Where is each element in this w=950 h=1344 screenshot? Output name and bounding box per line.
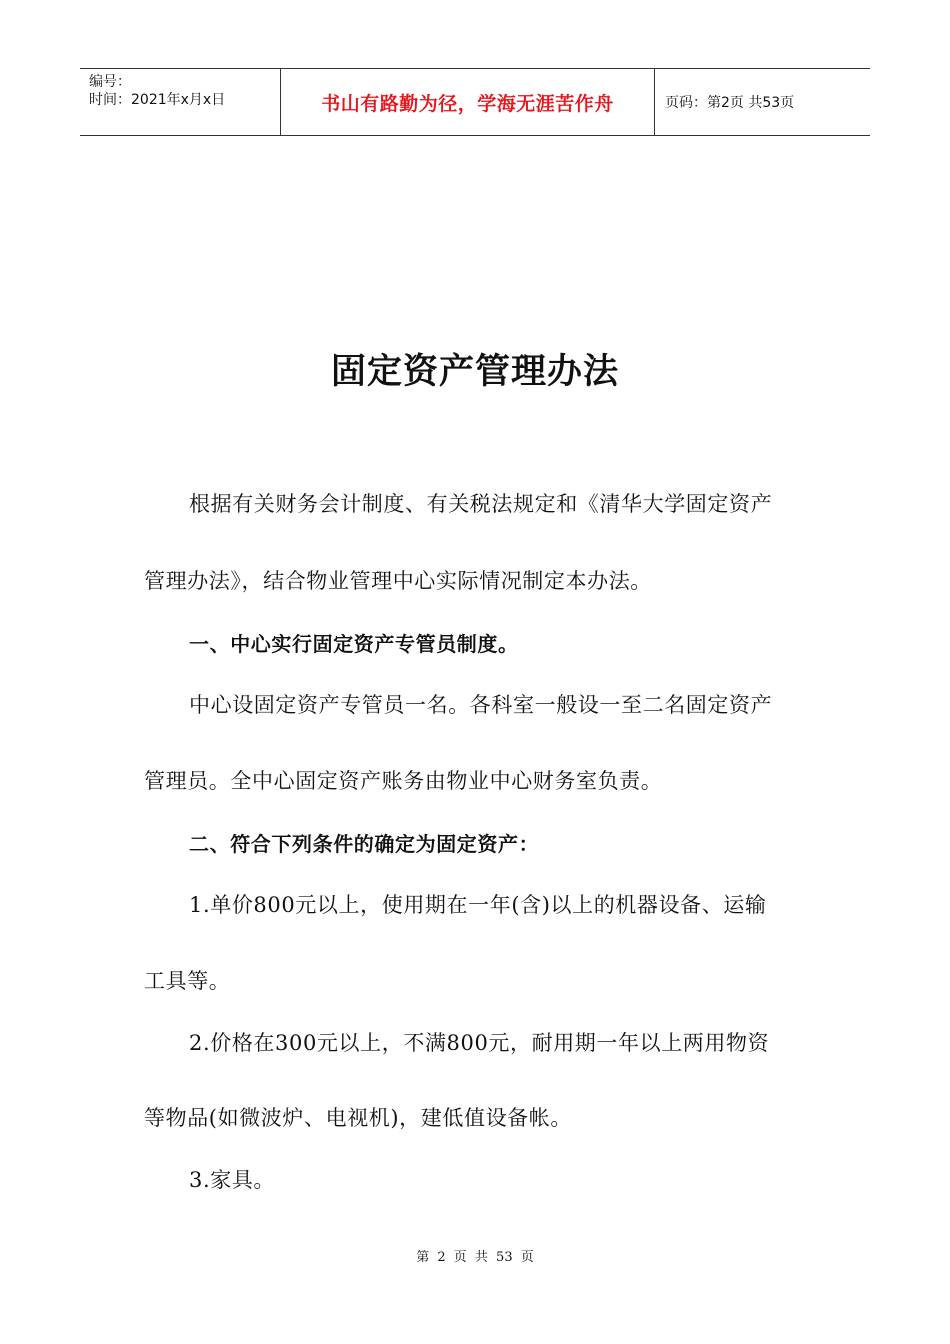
page-header bbox=[80, 68, 870, 136]
paragraph-line: 管理员。全中心固定资产账务由物业中心财务室负责。 bbox=[144, 769, 663, 793]
list-item-2: 2.价格在300元以上，不满800元，耐用期一年以上两用物资 bbox=[189, 1031, 770, 1055]
header-motto: 书山有路勤为径，学海无涯苦作舟 bbox=[281, 69, 655, 135]
header-meta bbox=[80, 69, 281, 135]
paragraph-line: 根据有关财务会计制度、有关税法规定和《清华大学固定资产 bbox=[189, 492, 773, 516]
document-title: 固定资产管理办法 bbox=[330, 351, 619, 392]
section-heading-2: 二、符合下列条件的确定为固定资产： bbox=[189, 832, 540, 856]
page-footer: 第 2 页 共 53 页 bbox=[416, 1250, 534, 1265]
number-label: 编号： bbox=[89, 74, 131, 90]
header-page-info: 页码：第2页 共53页 bbox=[665, 95, 795, 111]
section-heading-1: 一、中心实行固定资产专管员制度。 bbox=[189, 632, 519, 656]
date-text: 时间：2021年x月x日 bbox=[89, 92, 226, 108]
paragraph-line: 工具等。 bbox=[144, 969, 231, 993]
paragraph-line: 等物品(如微波炉、电视机)，建低值设备帐。 bbox=[144, 1106, 572, 1130]
paragraph-line: 中心设固定资产专管员一名。各科室一般设一至二名固定资产 bbox=[189, 693, 773, 717]
list-item-3: 3.家具。 bbox=[189, 1168, 276, 1192]
list-item-1: 1.单价800元以上，使用期在一年(含)以上的机器设备、运输 bbox=[189, 893, 767, 917]
paragraph-line: 管理办法》，结合物业管理中心实际情况制定本办法。 bbox=[144, 569, 652, 593]
